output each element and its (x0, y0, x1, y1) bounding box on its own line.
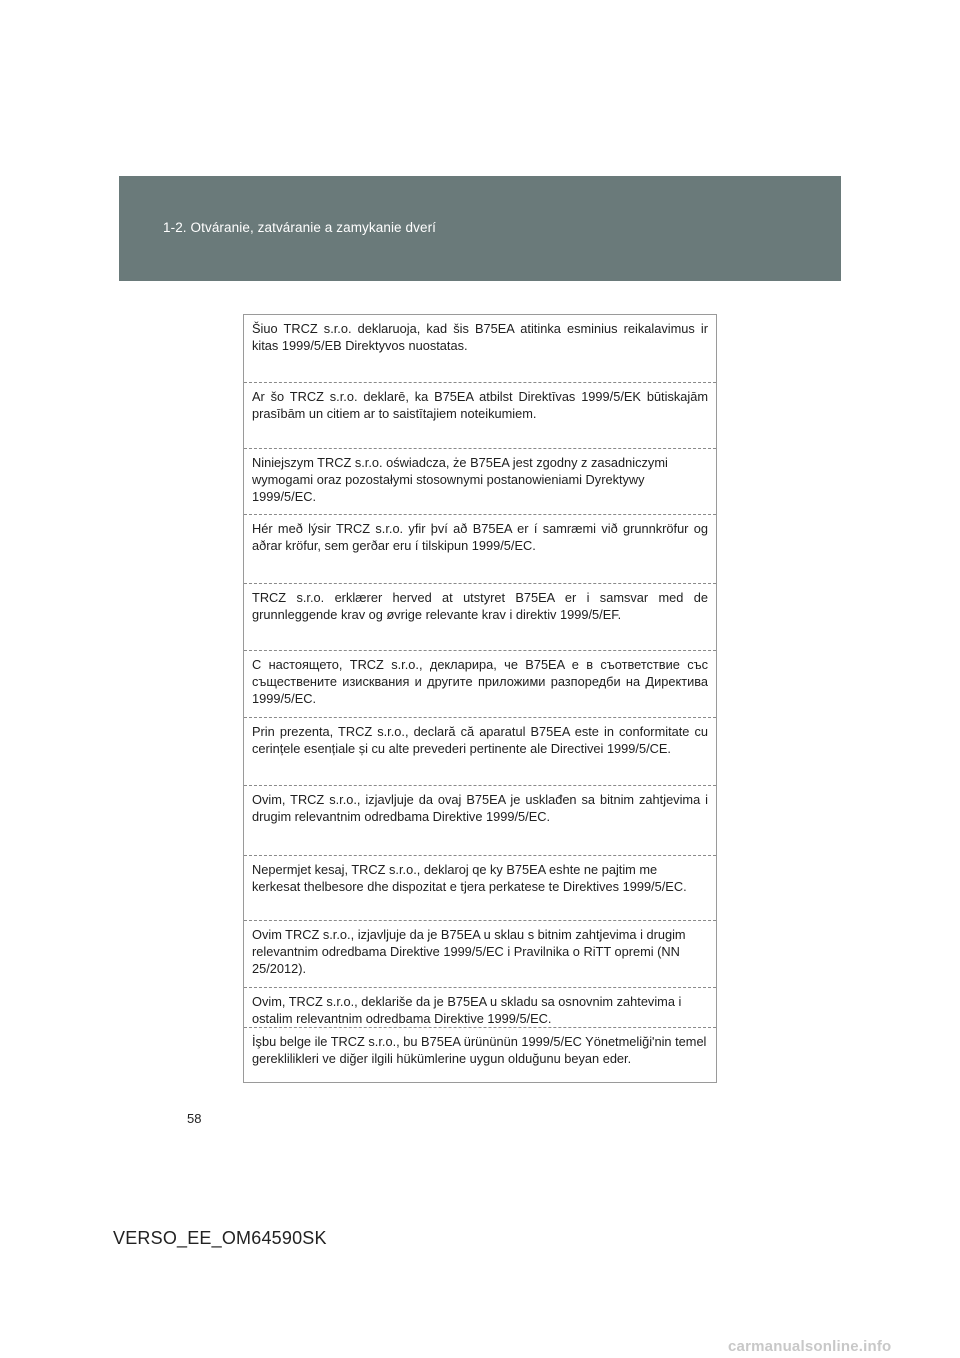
declaration-row-polish: Niniejszym TRCZ s.r.o. oświadcza, że B75EA jest zgodny z zasadniczymi wymogami oraz pozostałymi stosownymi postanowieniami Dyrektywy 1999/5/EC. (244, 449, 716, 515)
declaration-row-serbian: Ovim, TRCZ s.r.o., deklariše da je B75EA u skladu sa osnovnim zahtevima i ostalim relevantnim odredbama Direktive 1999/5/EC. (244, 988, 716, 1028)
page-number: 58 (187, 1111, 202, 1126)
declaration-row-latvian: Ar šo TRCZ s.r.o. deklarē, ka B75EA atbilst Direktīvas 1999/5/EK būtiskajām prasībām un citiem ar to saistītajiem noteikumiem. (244, 383, 716, 449)
document-code: VERSO_EE_OM64590SK (113, 1228, 327, 1248)
declaration-row-bosnian: Ovim, TRCZ s.r.o., izjavljuje da ovaj B75EA je usklađen sa bitnim zahtjevima i drugim relevantnim odredbama Direktive 1999/5/EC. (244, 786, 716, 856)
section-title: 1-2. Otváranie, zatváranie a zamykanie dverí (163, 220, 437, 235)
declaration-row-norwegian: TRCZ s.r.o. erklærer herved at utstyret B75EA er i samsvar med de grunnleggende krav og øvrige relevante krav i direktiv 1999/5/EF. (244, 584, 716, 651)
declaration-row-turkish: İşbu belge ile TRCZ s.r.o., bu B75EA ürününün 1999/5/EC Yönetmeliği'nin temel gereklilikleri ve diğer ilgili hükümlerine uygun olduğunu beyan eder. (252, 1034, 707, 1066)
declaration-table (243, 314, 717, 1083)
declaration-row-icelandic: Hér með lýsir TRCZ s.r.o. yfir því að B75EA er í samræmi við grunnkröfur og aðrar kröfur, sem gerðar eru í tilskipun 1999/5/EC. (244, 515, 716, 584)
declaration-row-romanian: Prin prezenta, TRCZ s.r.o., declară că aparatul B75EA este in conformitate cu cerințele esențiale și cu alte prevederi pertinente ale Directivei 1999/5/CE. (244, 718, 716, 786)
section-header-band (119, 176, 841, 281)
declaration-row-bulgarian: С настоящето, TRCZ s.r.o., декларира, че B75EA е в съответствие със съществените изисквания и другите приложими разпоредби на Директива 1999/5/EC. (244, 651, 716, 718)
watermark: carmanualsonline.info (728, 1338, 892, 1355)
declaration-row-lithuanian: Šiuo TRCZ s.r.o. deklaruoja, kad šis B75EA atitinka esminius reikalavimus ir kitas 1999/5/EB Direktyvos nuostatas. (244, 315, 716, 383)
declaration-row-croatian: Ovim TRCZ s.r.o., izjavljuje da je B75EA u sklau s bitnim zahtjevima i drugim relevantnim odredbama Direktive 1999/5/EC i Pravilnika o RiTT opremi (NN 25/2012). (244, 921, 716, 988)
declaration-row-albanian: Nepermjet kesaj, TRCZ s.r.o., deklaroj qe ky B75EA eshte ne pajtim me kerkesat thelbesore dhe dispozitat e tjera perkatese te Direktives 1999/5/EC. (244, 856, 716, 921)
